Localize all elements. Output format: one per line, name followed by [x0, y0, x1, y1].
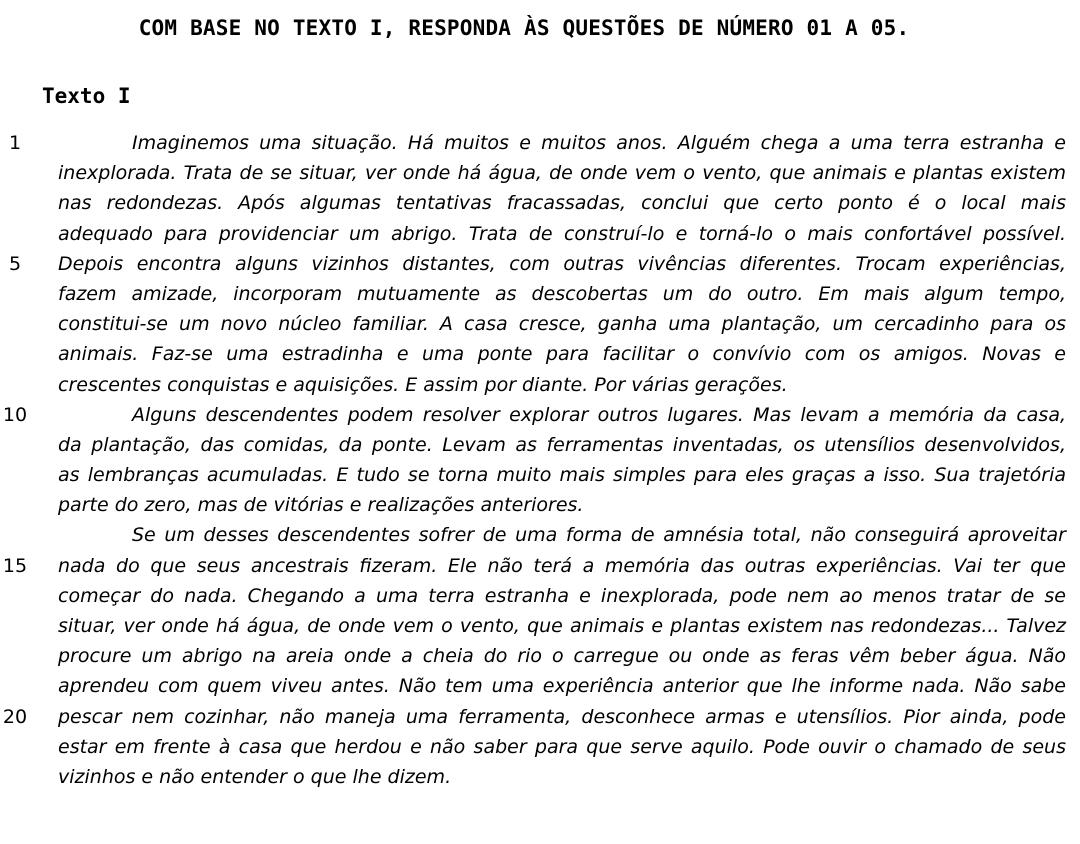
text-line: adequado para providenciar um abrigo. Trata de construí-lo e torná-lo o mais confortável possível.: [58, 222, 1066, 245]
text-line: vizinhos e não entender o que lhe dizem.: [58, 765, 452, 788]
line-number-1: 1: [8, 132, 22, 154]
text-line: nada do que seus ancestrais fizeram. Ele não terá a memória das outras experiências. Vai ter que: [58, 554, 1066, 577]
text-line: pescar nem cozinhar, não maneja uma ferramenta, desconhece armas e utensílios. Pior ainda, pode: [58, 705, 1066, 728]
text-line: estar em frente à casa que herdou e não saber para que serve aquilo. Pode ouvir o chamado de seus: [58, 735, 1066, 758]
line-number-5: 5: [8, 252, 22, 275]
text-line: Imaginemos uma situação. Há muitos e muitos anos. Alguém chega a uma terra estranha e: [132, 132, 1066, 154]
text-line: nas redondezas. Após algumas tentativas fracassadas, conclui que certo ponto é o local mais: [58, 192, 1066, 215]
text-line: Alguns descendentes podem resolver explorar outros lugares. Mas levam a memória da casa,: [132, 403, 1066, 426]
text-line: da plantação, das comidas, da ponte. Levam as ferramentas inventadas, os utensílios desenvolvidos,: [58, 433, 1066, 456]
text-line: crescentes conquistas e aquisições. E assim por diante. Por várias gerações.: [58, 373, 788, 396]
text-title: Texto I: [42, 84, 131, 108]
page-heading: COM BASE NO TEXTO I, RESPONDA ÀS QUESTÕES DE NÚMERO 01 A 05.: [138, 16, 910, 40]
text-line: constitui-se um novo núcleo familiar. A casa cresce, ganha uma plantação, um cercadinho para os: [58, 313, 1066, 336]
line-number-20: 20: [2, 705, 28, 728]
text-line: fazem amizade, incorporam mutuamente as descobertas um do outro. Em mais algum tempo,: [58, 282, 1066, 305]
text-line: começar do nada. Chegando a uma terra estranha e inexplorada, pode nem ao menos tratar de se: [58, 584, 1066, 607]
text-line: situar, ver onde há água, de onde vem o vento, que animais e plantas existem nas redondezas... Talvez: [58, 615, 1066, 637]
text-line: parte do zero, mas de vitórias e realizações anteriores.: [58, 494, 584, 517]
text-line: procure um abrigo na areia onde a cheia do rio o carregue ou onde as feras vêm beber água. Não: [58, 645, 1066, 668]
line-number-10: 10: [2, 403, 28, 426]
text-line: as lembranças acumuladas. E tudo se torna muito mais simples para eles graças a isso. Sua trajetória: [58, 464, 1066, 487]
line-number-15: 15: [2, 554, 28, 577]
text-line: Se um desses descendentes sofrer de uma forma de amnésia total, não conseguirá aproveitar: [132, 524, 1066, 547]
text-body: [58, 128, 1066, 792]
text-line: aprendeu com quem viveu antes. Não tem uma experiência anterior que lhe informe nada. Não sabe: [58, 675, 1066, 698]
text-line: Depois encontra alguns vizinhos distantes, com outras vivências diferentes. Trocam experiências,: [58, 252, 1066, 275]
text-line: animais. Faz-se uma estradinha e uma ponte para facilitar o convívio com os amigos. Novas e: [58, 343, 1066, 366]
text-line: inexplorada. Trata de se situar, ver onde há água, de onde vem o vento, que animais e plantas existem: [58, 162, 1066, 185]
